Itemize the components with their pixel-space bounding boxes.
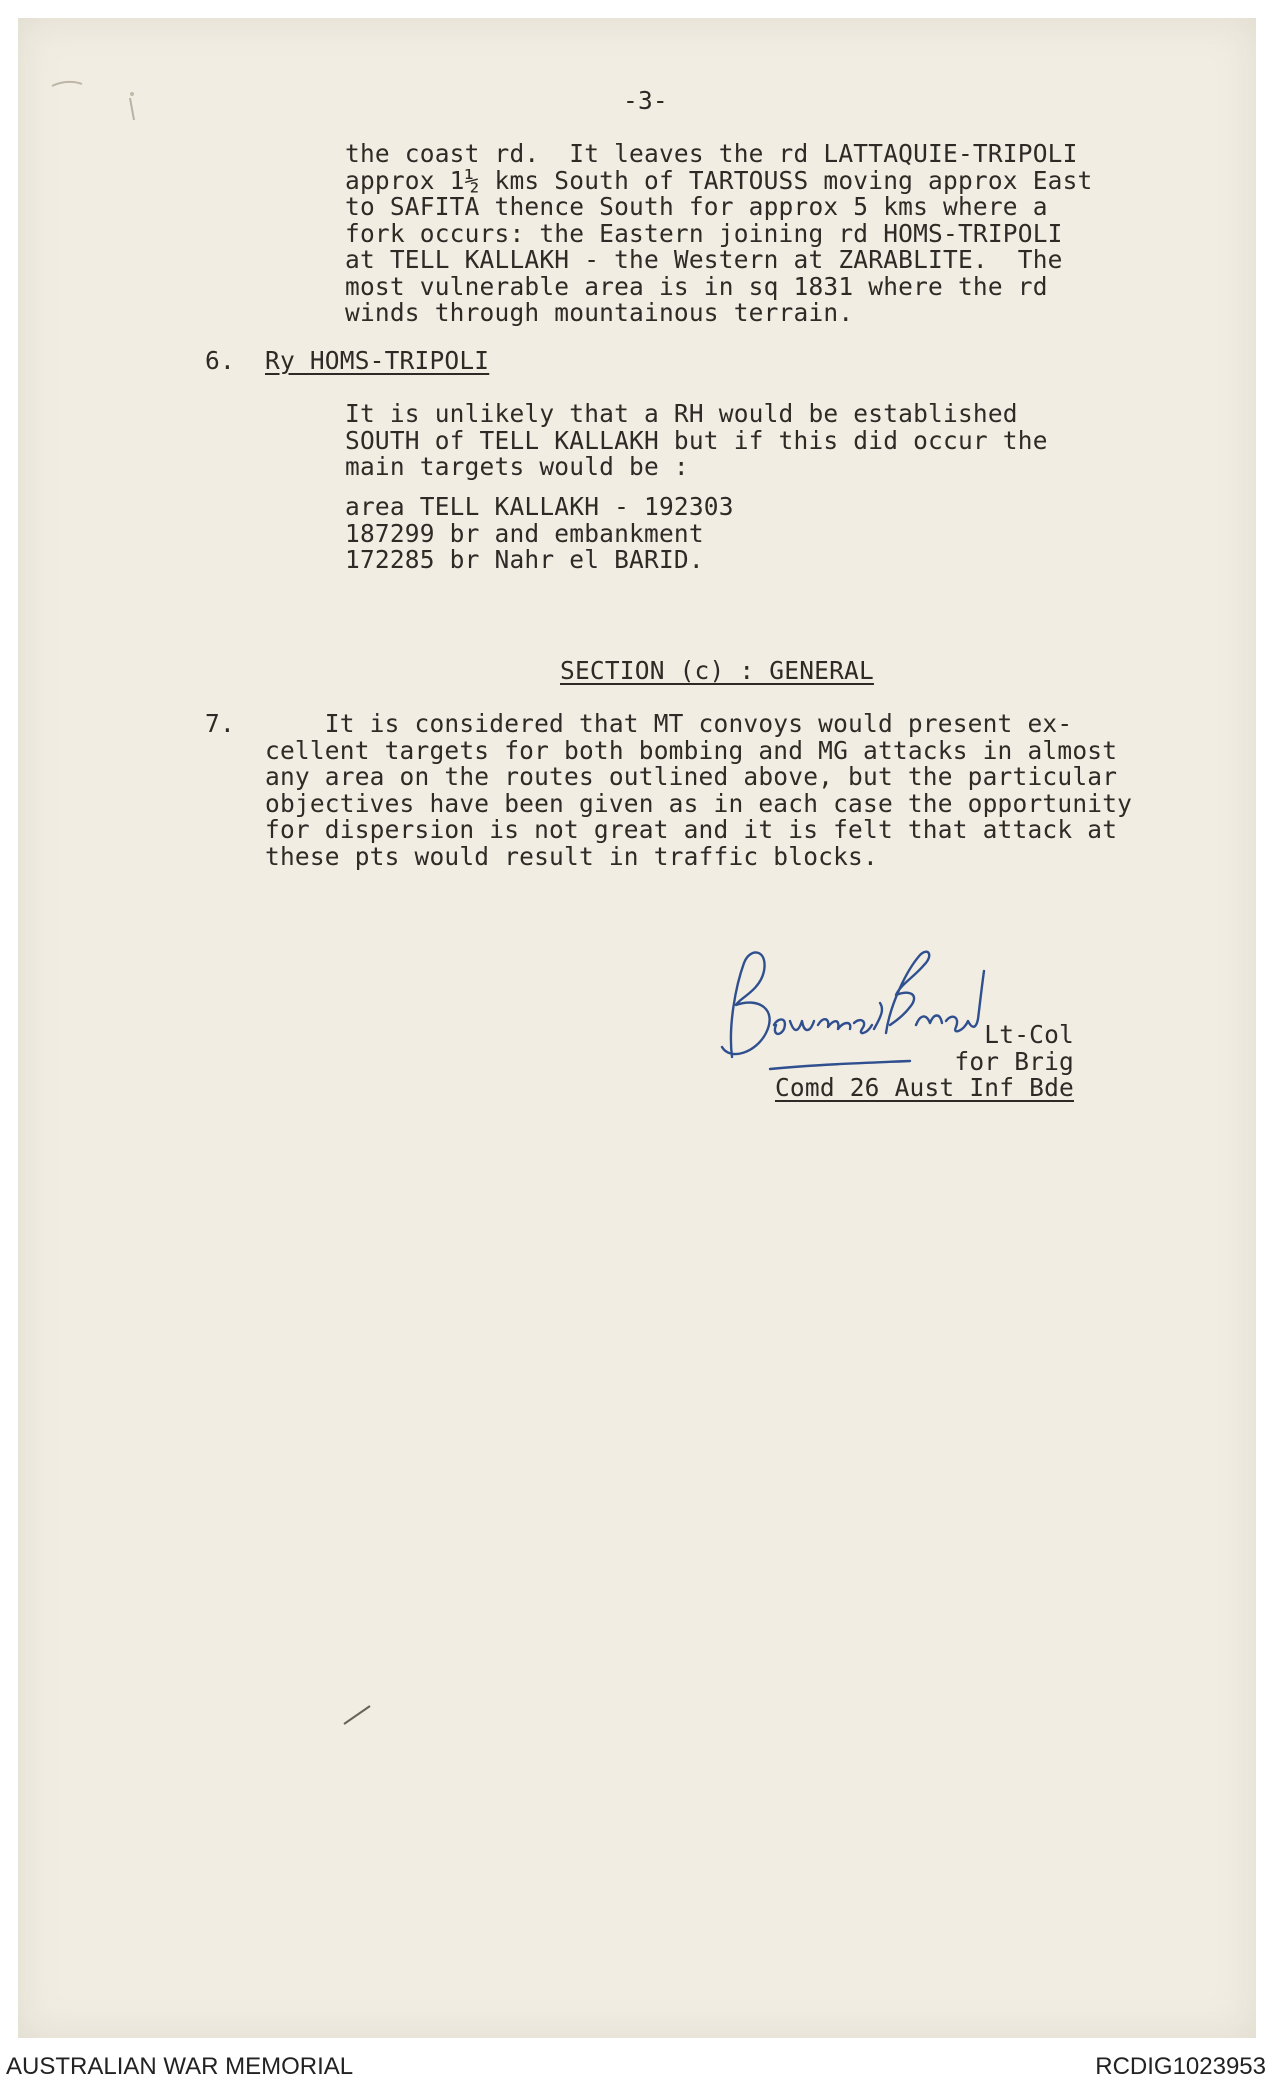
paragraph-5-continuation: the coast rd. It leaves the rd LATTAQUIE-TRIPOLI approx 1½ kms South of TARTOUSS moving approx East to SAFITA thence South for approx 5 kms where a fork occurs: the Eastern joining rd HOMS-TRIPOLI at TELL KALLAKH - the Western at ZARABLITE. The most vulnerable area is in sq 1831 where the rd winds through mountainous terrain. [345,139,1093,327]
signature-unit: Comd 26 Aust Inf Bde [774,1073,1074,1102]
section-heading: SECTION (c) : GENERAL [560,656,874,685]
paragraph-6-heading: Ry HOMS-TRIPOLI [265,346,490,375]
footer-source: AUSTRALIAN WAR MEMORIAL [6,2053,354,2080]
pencil-mark [340,1700,380,1730]
signature-block [760,1022,1074,1102]
archive-footer [0,2045,1274,2082]
signature-for: for Brig [954,1046,1074,1076]
paragraph-7-text: It is considered that MT convoys would present ex- cellent targets for both bombing and MG attacks in almost any area on the routes outlined above, but the particular objectives have been given as in each case the opportunity for dispersion is not great and it is felt that attack at these pts would result in traffic blocks. [265,709,1133,871]
paragraph-6-number: 6. [205,346,235,375]
footer-record-id: RCDIG1023953 [1095,2053,1266,2080]
paragraph-6-targets: area TELL KALLAKH - 192303 187299 br and embankment 172285 br Nahr el BARID. [345,492,734,574]
signature-rank: Lt-Col [984,1020,1074,1049]
paragraph-7-number: 7. [205,709,235,738]
page-number: -3- [623,86,668,115]
paragraph-6-text: It is unlikely that a RH would be established SOUTH of TELL KALLAKH but if this did occur the main targets would be : [345,399,1048,481]
paper-mark [42,58,152,128]
